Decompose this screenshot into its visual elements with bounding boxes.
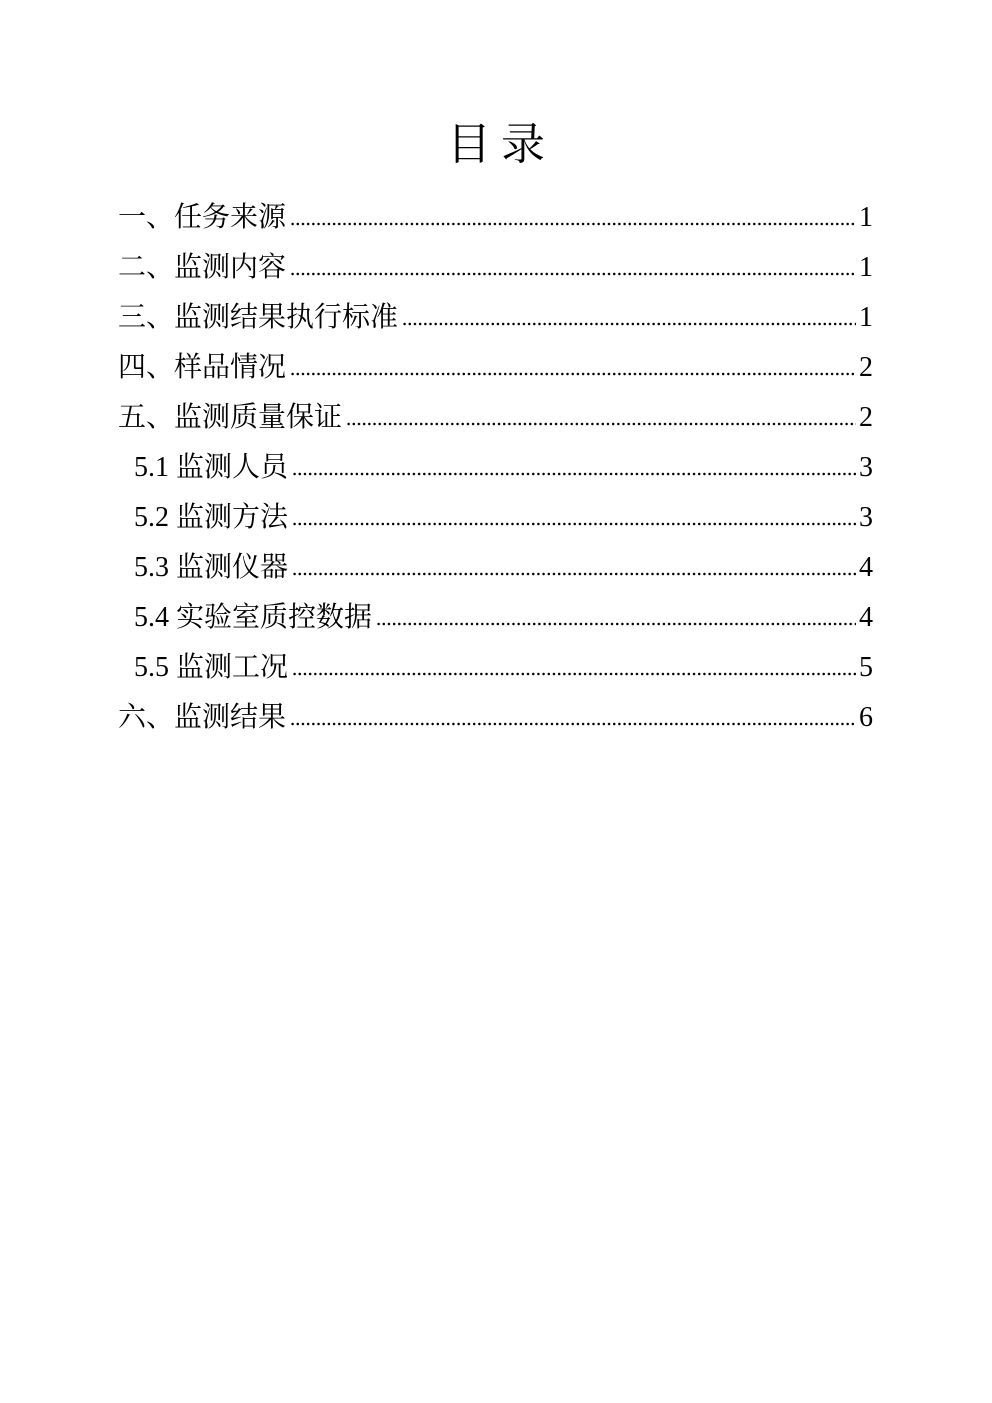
toc-entry-label: 5.3 监测仪器 <box>134 552 289 583</box>
toc-entry-page-number: 3 <box>859 452 873 483</box>
toc-entry-page-number: 1 <box>859 202 873 233</box>
dot-leader <box>290 722 856 726</box>
toc-entry[interactable] <box>118 493 873 543</box>
toc-entry-label: 五、监测质量保证 <box>118 402 343 433</box>
dot-leader <box>292 472 856 476</box>
page-title: 目录 <box>447 120 555 169</box>
toc-entry-page-number: 2 <box>859 402 873 433</box>
dot-leader <box>376 622 856 626</box>
toc-list <box>118 193 873 743</box>
toc-entry[interactable] <box>118 543 873 593</box>
toc-entry[interactable] <box>118 293 873 343</box>
toc-entry-label: 二、监测内容 <box>118 252 287 283</box>
toc-entry-page-number: 5 <box>859 652 873 683</box>
toc-entry-label: 5.2 监测方法 <box>134 502 289 533</box>
toc-entry[interactable] <box>118 193 873 243</box>
toc-entry-label: 一、任务来源 <box>118 202 287 233</box>
toc-entry[interactable] <box>118 643 873 693</box>
toc-entry-page-number: 1 <box>859 252 873 283</box>
toc-entry-label: 三、监测结果执行标准 <box>118 302 399 333</box>
dot-leader <box>290 372 856 376</box>
toc-entry-label: 5.5 监测工况 <box>134 652 289 683</box>
toc-entry[interactable] <box>118 693 873 743</box>
toc-entry[interactable] <box>118 593 873 643</box>
toc-entry-page-number: 1 <box>859 302 873 333</box>
toc-entry-page-number: 2 <box>859 352 873 383</box>
toc-entry[interactable] <box>118 393 873 443</box>
toc-entry-label: 5.4 实验室质控数据 <box>134 602 373 633</box>
dot-leader <box>346 422 856 426</box>
toc-entry[interactable] <box>118 443 873 493</box>
toc-entry-label: 5.1 监测人员 <box>134 452 289 483</box>
dot-leader <box>290 272 856 276</box>
dot-leader <box>292 672 856 676</box>
toc-entry-page-number: 3 <box>859 502 873 533</box>
dot-leader <box>402 322 856 326</box>
toc-entry-page-number: 4 <box>859 552 873 583</box>
dot-leader <box>290 222 856 226</box>
dot-leader <box>292 522 856 526</box>
toc-entry-page-number: 6 <box>859 702 873 733</box>
toc-entry-label: 四、样品情况 <box>118 352 287 383</box>
toc-entry[interactable] <box>118 243 873 293</box>
dot-leader <box>292 572 856 576</box>
toc-entry[interactable] <box>118 343 873 393</box>
toc-entry-label: 六、监测结果 <box>118 702 287 733</box>
toc-entry-page-number: 4 <box>859 602 873 633</box>
